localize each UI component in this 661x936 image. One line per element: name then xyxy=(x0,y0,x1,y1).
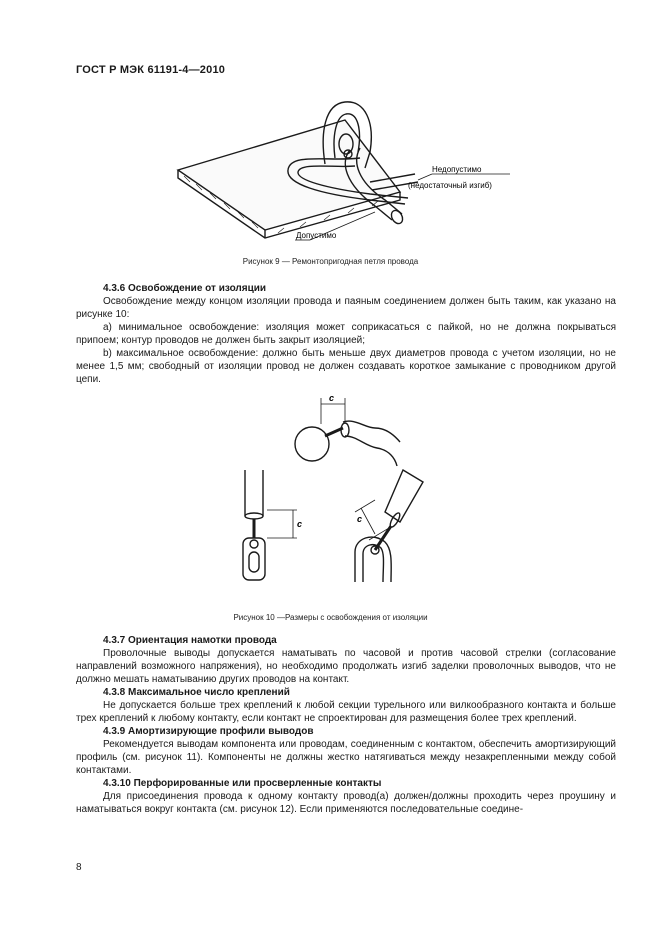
page-number: 8 xyxy=(76,862,82,873)
sections-4-3-7-to-4-3-10 xyxy=(76,634,616,816)
section-4-3-9-heading: 4.3.9 Амортизирующие профили выводов xyxy=(103,726,314,737)
section-4-3-6 xyxy=(76,282,616,386)
section-4-3-8-para-1: Не допускается больше трех креплений к любой секции турельного или вилкообразного контакта и больше трех креплений к любому контакту, если контакт не спроектирован для размещения более трех креплений. xyxy=(76,700,616,724)
section-4-3-7-para-1: Проволочные выводы допускается наматывать по часовой и против часовой стрелки (согласование направлений возможного напряжения), но необходимо продолжать изгиб заделки проволочных выводов, что не должно мешать наматыванию других проводов на контакт. xyxy=(76,648,616,685)
section-4-3-10-heading: 4.3.10 Перфорированные или просверленные контакты xyxy=(103,778,382,789)
label-unacceptable: Недопустимо xyxy=(432,165,482,174)
page-header: ГОСТ Р МЭК 61191-4—2010 xyxy=(76,64,226,76)
section-4-3-8-heading: 4.3.8 Максимальное число креплений xyxy=(103,687,290,698)
figure-10-caption: Рисунок 10 —Размеры с освобождения от изоляции xyxy=(233,613,428,622)
section-4-3-10-para-1: Для присоединения провода к одному контакту провод(а) должен/должны проходить через проушину и наматываться вокруг контакта (см. рисунок 12). Если применяются последовательные соедине- xyxy=(76,791,616,815)
section-4-3-9-para-1: Рекомендуется выводам компонента или проводам, соединенным с контактом, обеспечить амортизирующий профиль (см. рисунок 11). Компоненты не должны жестко натягиваться между незакрепленными между собой контактами. xyxy=(76,739,616,776)
dim-c-right: c xyxy=(357,514,363,524)
dim-c-top: c xyxy=(329,393,335,403)
section-4-3-6-para-2: а) минимальное освобождение: изоляция может соприкасаться с пайкой, но не должна покрываться припоем; контур проводов не должен быть закрыт изоляцией; xyxy=(76,322,616,346)
figure-9-caption: Рисунок 9 — Ремонтопригодная петля провода xyxy=(242,257,419,266)
dim-c-left: c xyxy=(297,519,303,529)
label-acceptable: Допустимо xyxy=(296,231,337,240)
section-4-3-7-heading: 4.3.7 Ориентация намотки провода xyxy=(103,635,277,646)
section-4-3-6-heading: 4.3.6 Освобождение от изоляции xyxy=(103,283,267,294)
figure-10-stripping-drawing xyxy=(225,392,445,592)
section-4-3-6-para-1: Освобождение между концом изоляции провода и паяным соединением должен быть таким, как указано на рисунке 10: xyxy=(76,296,616,320)
label-insufficient-bend: (недостаточный изгиб) xyxy=(408,181,492,190)
section-4-3-6-para-3: b) максимальное освобождение: должно быть меньше двух диаметров провода с учетом изоляции, но не менее 1,5 мм; свободный от изоляции провод не должен создавать короткое замыкание с проводником другой цепи. xyxy=(76,348,616,385)
figure-9-wire-loop-drawing xyxy=(170,92,530,252)
